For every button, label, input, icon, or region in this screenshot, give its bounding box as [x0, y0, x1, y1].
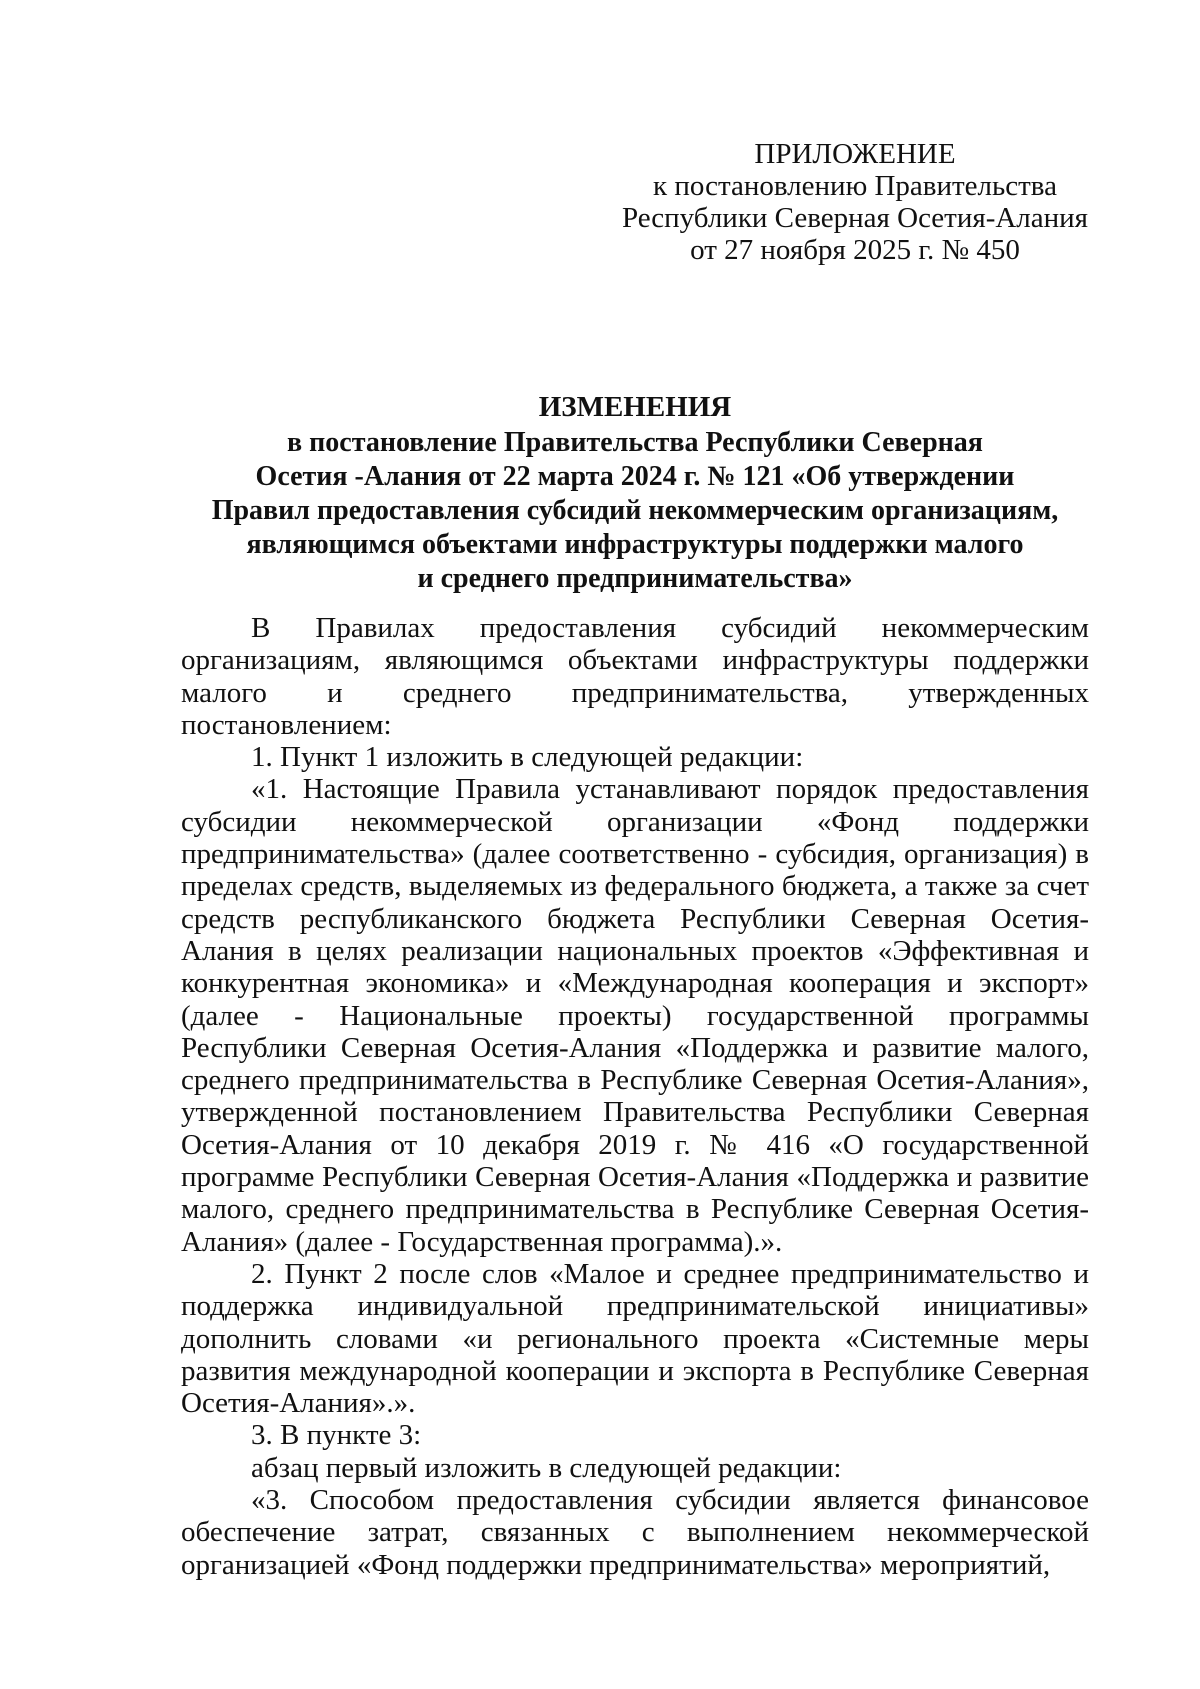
- appendix-label: ПРИЛОЖЕНИЕ: [754, 138, 956, 170]
- paragraph: В Правилах предоставления субсидий некоммерческим организациям, являющимся объектами инфраструктуры поддержки малого и среднего предпринимательства, утвержденных постановлением:: [181, 612, 1089, 741]
- appendix-date-number: от 27 ноября 2025 г. № 450: [690, 234, 1020, 266]
- appendix-ref-line: Республики Северная Осетия-Алания: [621, 202, 1089, 234]
- title-line: являющимся объектами инфраструктуры поддержки малого: [246, 529, 1024, 560]
- title-line: и среднего предпринимательства»: [417, 563, 853, 594]
- paragraph: 2. Пункт 2 после слов «Малое и среднее предпринимательство и поддержка индивидуальной предпринимательской инициативы» дополнить словами «и регионального проекта «Системные меры развития международной кооперации и экспорта в Республике Северная Осетия-Алания».».: [181, 1257, 1089, 1420]
- title-line: Осетия -Алания от 22 марта 2024 г. № 121 «Об утверждении: [255, 461, 1015, 492]
- appendix-ref-line: к постановлению Правительства: [653, 170, 1057, 202]
- title-line: в постановление Правительства Республики Северная: [287, 427, 983, 458]
- paragraph: абзац первый изложить в следующей редакции:: [251, 1451, 842, 1484]
- paragraph: 3. В пункте 3:: [251, 1419, 422, 1452]
- title-heading: ИЗМЕНЕНИЯ: [538, 391, 732, 423]
- paragraph: «1. Настоящие Правила устанавливают порядок предоставления субсидии некоммерческой организации «Фонд поддержки предпринимательства» (далее соответственно - субсидия, организация) в пределах средств, выделяемых из федерального бюджета, а также за счет средств республиканского бюджета Республики Северная Осетия-Алания в целях реализации национальных проектов «Эффективная и конкурентная экономика» и «Международная кооперация и экспорт» (далее - Национальные проекты) государственной программы Республики Северная Осетия-Алания «Поддержка и развитие малого, среднего предпринимательства в Республике Северная Осетия-Алания», утвержденной постановлением Правительства Республики Северная Осетия-Алания от 10 декабря 2019 г. № 416 «О государственной программе Республики Северная Осетия-Алания «Поддержка и развитие малого, среднего предпринимательства в Республике Северная Осетия-Алания» (далее - Государственная программа).».: [181, 773, 1089, 1258]
- document-title: [180, 390, 1090, 596]
- paragraph: 1. Пункт 1 изложить в следующей редакции:: [251, 741, 804, 774]
- appendix-stamp: [620, 138, 1090, 266]
- document-body: [181, 612, 1089, 1581]
- title-line: Правил предоставления субсидий некоммерческим организациям,: [211, 495, 1059, 526]
- paragraph: «3. Способом предоставления субсидии является финансовое обеспечение затрат, связанных с выполнением некоммерческой организацией «Фонд поддержки предпринимательства» мероприятий,: [181, 1484, 1089, 1581]
